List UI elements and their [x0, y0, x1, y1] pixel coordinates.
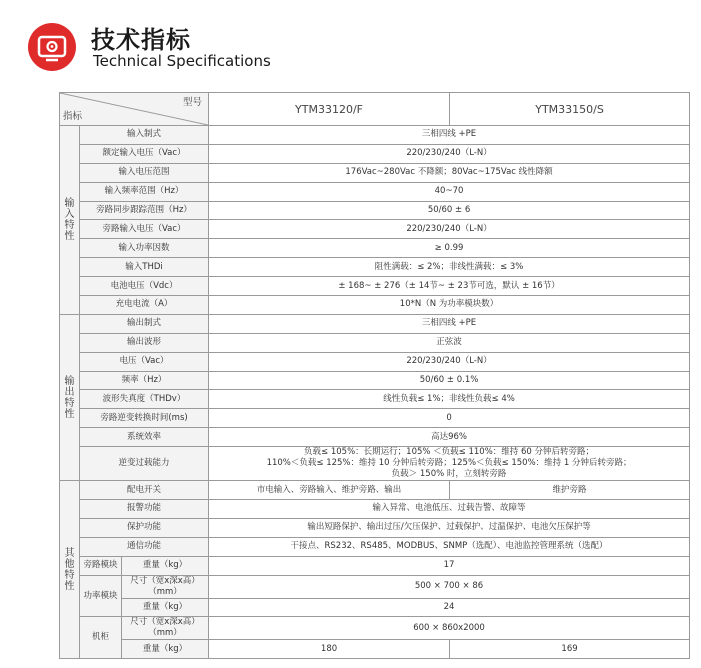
table-row: [60, 239, 690, 258]
table-row: [60, 144, 690, 163]
row-label: 输入THDi: [80, 258, 209, 277]
row-value: 220/230/240（L-N）: [209, 220, 690, 239]
row-label: 波形失真度（THDv）: [80, 390, 209, 409]
section-char: 输: [64, 375, 75, 387]
spec-table: [59, 92, 690, 659]
row-value: 三相四线 +PE: [209, 126, 690, 145]
table-row: [60, 537, 690, 556]
row-label: 保护功能: [80, 518, 209, 537]
table-row: [60, 201, 690, 220]
section-char: 性: [64, 230, 75, 242]
row-label: 旁路同步跟踪范围（Hz）: [80, 201, 209, 220]
row-label: 通信功能: [80, 537, 209, 556]
section-char: 其: [64, 547, 75, 559]
section-char: 特: [64, 219, 75, 231]
table-row: [60, 182, 690, 201]
row-value: 180: [209, 640, 450, 659]
table-row: [60, 409, 690, 428]
row-value: 输出短路保护、输出过压/欠压保护、过载保护、过温保护、电池欠压保护等: [209, 518, 690, 537]
overload-line-3: 负载＞ 150% 时，立刻转旁路: [391, 469, 507, 480]
page-title: 技术指标: [91, 26, 191, 54]
row-value: ≥ 0.99: [209, 239, 690, 258]
row-value: 三相四线 +PE: [209, 314, 690, 333]
row-value: 220/230/240（L-N）: [209, 352, 690, 371]
row-label: 电池电压（Vdc）: [80, 277, 209, 296]
section-char: 特: [64, 397, 75, 409]
row-label: 输入电压范围: [80, 163, 209, 182]
section-output: [60, 314, 80, 480]
section-other: [60, 481, 80, 659]
table-row: [60, 640, 690, 659]
table-row: [60, 220, 690, 239]
row-label: 重量（kg）: [122, 640, 209, 659]
row-value: 600 × 860x2000: [209, 617, 690, 640]
overload-line-2: 110%＜负载≤ 125%：维持 10 分钟后转旁路；125%＜负载≤ 150%：维持 1 分钟后转旁路；: [266, 458, 632, 469]
table-row: [60, 352, 690, 371]
model-header-1: YTM33120/F: [209, 93, 450, 126]
bypass-module-label: 旁路模块: [80, 556, 122, 575]
row-value: 176Vac~280Vac 不降额；80Vac~175Vac 线性降额: [209, 163, 690, 182]
table-row: [60, 481, 690, 500]
table-row: [60, 333, 690, 352]
section-char: 他: [64, 558, 75, 570]
corner-indicator-label: 指标: [63, 111, 83, 122]
cabinet-label: 机柜: [80, 617, 122, 659]
section-char: 输: [64, 197, 75, 209]
table-row: [60, 500, 690, 519]
row-value: 阻性满载：≤ 2%；非线性满载：≤ 3%: [209, 258, 690, 277]
table-row: [60, 617, 690, 640]
row-label: 充电电流（A）: [80, 296, 209, 315]
row-value: ± 168~ ± 276（± 14节~ ± 23节可选，默认 ± 16节）: [209, 277, 690, 296]
row-label: 电压（Vac）: [80, 352, 209, 371]
row-value: 500 × 700 × 86: [209, 575, 690, 598]
row-label: 配电开关: [80, 481, 209, 500]
table-row: [60, 447, 690, 481]
row-value: 24: [209, 598, 690, 617]
row-value: 50/60 ± 0.1%: [209, 371, 690, 390]
row-label: 报警功能: [80, 500, 209, 519]
size-label-line-2: （mm）: [148, 628, 182, 639]
table-row: [60, 314, 690, 333]
table-row: [60, 277, 690, 296]
row-value: 干接点、RS232、RS485、MODBUS、SNMP（选配）、电池监控管理系统（选配）: [209, 537, 690, 556]
table-row: [60, 371, 690, 390]
row-label: [122, 617, 209, 640]
table-row: [60, 556, 690, 575]
row-label: 输入制式: [80, 126, 209, 145]
row-label: 输出波形: [80, 333, 209, 352]
section-char: 性: [64, 580, 75, 592]
section-char: 性: [64, 408, 75, 420]
row-value: 169: [450, 640, 690, 659]
row-label: 旁路输入电压（Vac）: [80, 220, 209, 239]
table-row: [60, 126, 690, 145]
row-value: 市电输入、旁路输入、维护旁路、输出: [209, 481, 450, 500]
table-row: [60, 390, 690, 409]
row-label: 重量（kg）: [122, 598, 209, 617]
page-header: [0, 0, 701, 88]
section-char: 特: [64, 569, 75, 581]
size-label-line-1: 尺寸（宽x深x高）: [130, 575, 200, 586]
size-label-line-1: 尺寸（宽x深x高）: [130, 617, 200, 628]
row-value: 0: [209, 409, 690, 428]
gear-screen-icon: [27, 22, 77, 72]
overload-line-1: 负载≤ 105%：长期运行；105% ＜负载≤ 110%：维持 60 分钟后转旁路；: [304, 447, 595, 458]
corner-cell: [60, 93, 209, 126]
row-label: 输入功率因数: [80, 239, 209, 258]
row-label: 逆变过载能力: [80, 447, 209, 481]
row-label: 旁路逆变转换时间(ms): [80, 409, 209, 428]
model-header-2: YTM33150/S: [450, 93, 690, 126]
section-char: 出: [64, 386, 75, 398]
row-label: 额定输入电压（Vac）: [80, 144, 209, 163]
table-row: [60, 258, 690, 277]
table-row: [60, 296, 690, 315]
row-value: 输入异常、电池低压、过载告警、故障等: [209, 500, 690, 519]
table-header-row: [60, 93, 690, 126]
table-row: [60, 575, 690, 598]
table-row: [60, 518, 690, 537]
section-input: [60, 126, 80, 315]
row-value: 正弦波: [209, 333, 690, 352]
table-row: [60, 163, 690, 182]
row-label: 重量（kg）: [122, 556, 209, 575]
row-value: 50/60 ± 6: [209, 201, 690, 220]
row-label: 输出制式: [80, 314, 209, 333]
row-value: 17: [209, 556, 690, 575]
row-value: 线性负载≤ 1%；非线性负载≤ 4%: [209, 390, 690, 409]
section-char: 入: [64, 208, 75, 220]
row-label: 系统效率: [80, 428, 209, 447]
table-row: [60, 428, 690, 447]
size-label-line-2: （mm）: [148, 586, 182, 597]
row-value: 220/230/240（L-N）: [209, 144, 690, 163]
table-row: [60, 598, 690, 617]
row-value: 维护旁路: [450, 481, 690, 500]
corner-model-label: 型号: [183, 97, 203, 108]
row-value: 高达96%: [209, 428, 690, 447]
row-label: 输入频率范围（Hz）: [80, 182, 209, 201]
row-value: 10*N（N 为功率模块数）: [209, 296, 690, 315]
power-module-label: 功率模块: [80, 575, 122, 617]
row-value: 40~70: [209, 182, 690, 201]
row-label: [122, 575, 209, 598]
row-label: 频率（Hz）: [80, 371, 209, 390]
page-subtitle: Technical Specifications: [93, 52, 271, 70]
overload-value: [209, 447, 690, 481]
